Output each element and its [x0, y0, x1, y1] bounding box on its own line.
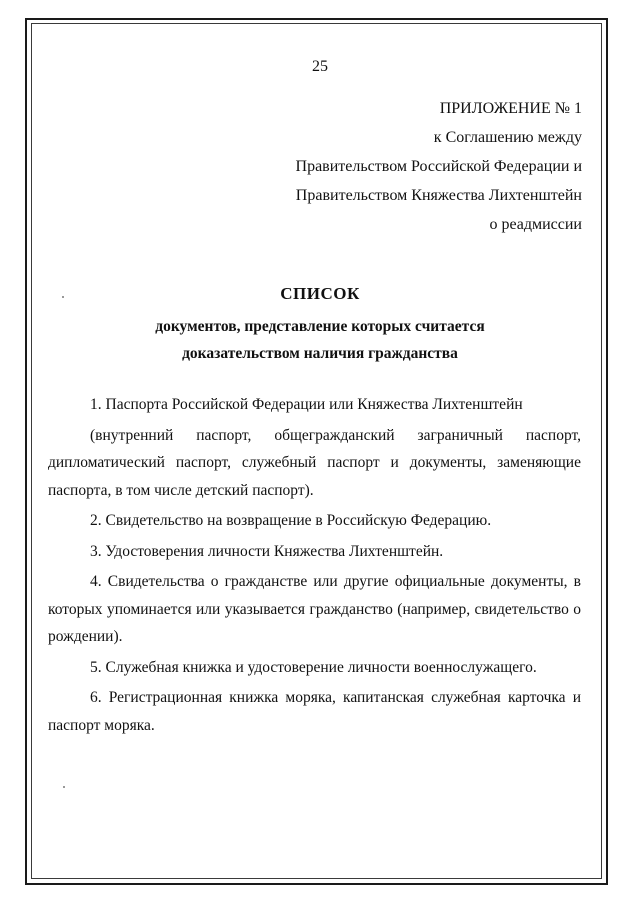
list-item-4: 4. Свидетельства о гражданстве или другие официальные документы, в которых упоминается или указывается гражданство (например, свидетельство о рождении).: [48, 573, 581, 645]
list-subtitle: [0, 313, 640, 367]
list-item-5: 5. Служебная книжка и удостоверение личности военнослужащего.: [90, 658, 537, 676]
document-list-body: [48, 391, 581, 739]
page-number: 25: [312, 58, 328, 75]
list-item-6: 6. Регистрационная книжка моряка, капитанская служебная карточка и паспорт моряка.: [48, 689, 581, 734]
appendix-line: о реадмиссии: [489, 216, 582, 233]
appendix-line: Правительством Княжества Лихтенштейн: [295, 187, 582, 204]
list-subtitle-line: документов, представление которых считается: [155, 318, 485, 335]
list-item-2: 2. Свидетельство на возвращение в Российскую Федерацию.: [90, 512, 492, 529]
appendix-block: [242, 94, 582, 239]
appendix-line: Правительством Российской Федерации и: [295, 158, 582, 175]
appendix-heading: ПРИЛОЖЕНИЕ № 1: [439, 100, 582, 117]
scan-speck: [63, 786, 65, 788]
appendix-line: к Соглашению между: [433, 129, 582, 146]
list-item-3: 3. Удостоверения личности Княжества Лихтенштейн.: [90, 542, 444, 560]
list-item-1: 1. Паспорта Российской Федерации или Княжества Лихтенштейн: [90, 396, 523, 413]
list-title: СПИСОК: [280, 284, 360, 303]
list-item-1-details: (внутренний паспорт, общегражданский заграничный паспорт, дипломатический паспорт, служебный паспорт и документы, заменяющие паспорта, в том числе детский паспорт).: [48, 426, 581, 499]
scan-speck: [62, 296, 64, 298]
list-subtitle-line: доказательством наличия гражданства: [182, 345, 458, 362]
